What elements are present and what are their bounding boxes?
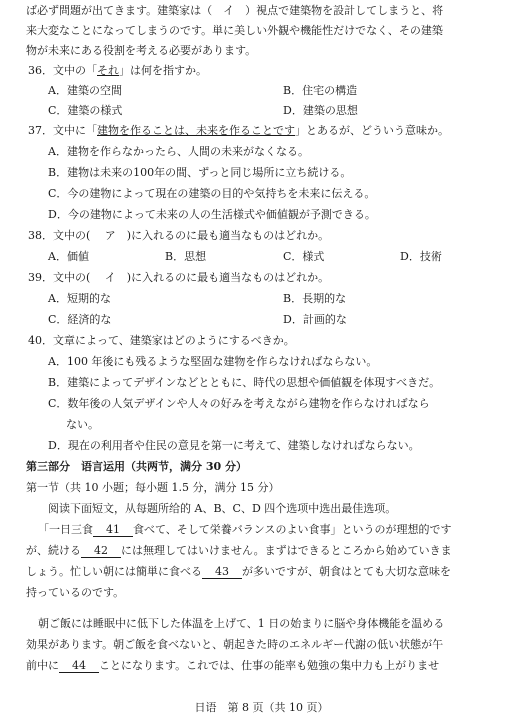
passage2-p1-line3: しょう。忙しい朝には簡単に食べる 43 が多いですが、朝食はとても大切な意味を [26,565,451,578]
passage1-line2: 来大変なことになってしまうのです。単に美しい外観や機能性だけでなく、その建築 [26,24,443,37]
passage2-p2-line1: 朝ご飯には睡眠中に低下した体温を上げて、1 日の始まりに脳や身体機能を温める [38,617,445,630]
passage2-p1-line2: が、続ける 42 には無理してはいけません。まずはできるところから始めていきま [26,544,452,557]
q37-option-c: C．今の建物によって現在の建築の目的や気持ちを未来に伝える。 [48,187,376,200]
q36-option-b: B．住宅の構造 [283,84,358,97]
q40-option-c-cont: ない。 [66,418,99,431]
blank-42: 42 [81,545,121,558]
q40-option-d: D．現在の利用者や住民の意見を第一に考えて、建築しなければならない。 [48,439,420,452]
blank-44: 44 [59,660,99,673]
question-37-stem: 37．文中に「建物を作ることは、未来を作ることです」とあるが、どういう意味か。 [28,124,449,137]
part3-title: 第三部分 语言运用（共两节，满分 30 分） [26,460,247,473]
q36-option-d: D．建築の思想 [283,104,358,117]
q37-option-b: B．建物は未来の100年の間、ずっと同じ場所に立ち続ける。 [48,166,352,179]
section1-heading: 第一节（共 10 小题；每小题 1.5 分，满分 15 分） [26,481,280,494]
passage2-p1-line4: 持っているのです。 [26,586,125,599]
q40-option-b: B．建築によってデザインなどとともに、時代の思想や価値観を体現すべきだ。 [48,376,441,389]
q40-option-a: A．100 年後にも残るような堅固な建物を作らなければならない。 [48,355,378,368]
page-footer: 日语 第 8 页（共 10 页） [194,701,329,714]
underlined-phrase: それ [97,64,119,77]
question-39-stem: 39．文中の( イ )に入れるのに最も適当なものはどれか。 [28,271,330,284]
q37-option-a: A．建物を作らなかったら、人間の未来がなくなる。 [48,145,309,158]
passage2-p2-line3: 前中に 44 ことになります。これでは、仕事の能率も勉強の集中力も上がりませ [26,659,440,672]
passage2-p2-line2: 効果があります。朝ご飯を食べないと、朝起きた時のエネルギー代謝の低い状態が午 [26,638,444,651]
q39-option-b: B．長期的な [283,292,347,305]
blank-41: 41 [93,524,133,537]
q39-option-a: A．短期的な [48,292,111,305]
underlined-phrase: 建物を作ることは、未来を作ることです [97,124,295,137]
passage2-p1-line1: 「一日三食 41 食べて、そして栄養バランスのよい食事」というのが理想的です [38,523,452,536]
q39-option-d: D．計画的な [283,313,347,326]
q38-option-b: B．思想 [165,250,207,263]
q39-option-c: C．経済的な [48,313,112,326]
passage1-line3: 物が未来にある役割を考える必要があります。 [26,44,257,57]
question-38-stem: 38．文中の( ア )に入れるのに最も適当なものはどれか。 [28,229,330,242]
q36-option-a: A．建築の空間 [48,84,122,97]
question-40-stem: 40．文章によって、建築家はどのようにするべきか。 [28,334,295,347]
question-36-stem: 36．文中の「それ」は何を指すか。 [28,64,207,77]
q37-option-d: D．今の建物によって未来の人の生活様式や価値観が予測できる。 [48,208,376,221]
q36-option-c: C．建築の様式 [48,104,123,117]
q38-option-a: A．価値 [48,250,89,263]
q38-option-c: C．様式 [283,250,325,263]
section1-instruction: 阅读下面短文，从每题所给的 A、B、C、D 四个选项中选出最佳选项。 [48,502,397,515]
blank-43: 43 [202,566,242,579]
q38-option-d: D．技術 [400,250,442,263]
q40-option-c: C．数年後の人気デザインや人々の好みを考えながら建物を作らなければなら [48,397,430,410]
passage1-line1: ば必ず問題が出てきます。建築家は（ イ ）視点で建築物を設計してしまうと、将 [26,4,444,17]
